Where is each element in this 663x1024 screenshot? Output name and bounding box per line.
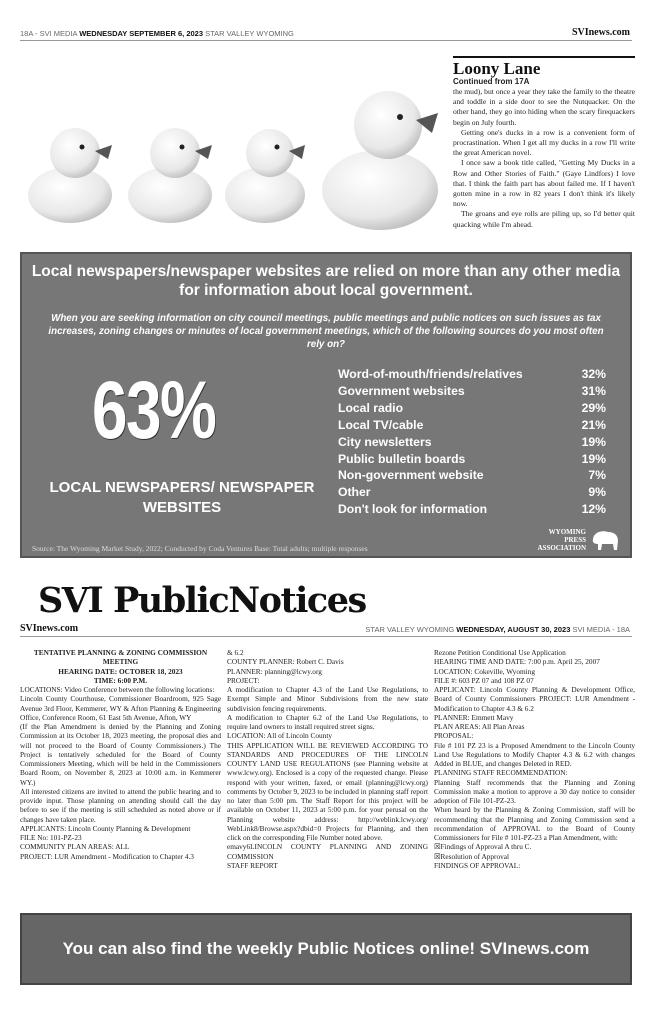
wyoming-press-association-logo: WYOMING PRESS ASSOCIATION (538, 528, 621, 552)
poll-value: 9% (588, 485, 606, 500)
poll-row (338, 451, 606, 468)
notice-paragraph: PLANNING STAFF RECOMMENDATION: (434, 768, 568, 778)
column-title: Loony Lane (453, 59, 541, 78)
duck-icon (322, 91, 438, 230)
poll-label: Local radio (338, 400, 404, 415)
duck-icon (225, 129, 305, 223)
poll-value: 19% (581, 451, 606, 466)
continued-from: Continued from 17A (453, 77, 530, 86)
header-site: SVInews.com (571, 27, 630, 38)
notice-paragraph: LOCATION: Cokeville, Wyoming (434, 666, 535, 676)
notice-column-3 (434, 648, 635, 870)
column-paragraph: the mud), but once a year they take the family to the theatre and toddle in a side door to see the Nutquacker. On the other hand, they go into hiding when the scary firequackers begin on July fourth. (453, 87, 635, 127)
notice-paragraph: (If the Plan Amendment is denied by the Planning and Zoning Commission at its October 18, 2023 meeting, the proposal dies and will not proceed to the Board of County Commissioners.) The Project is tentatively scheduled for the Board of County Commissioners Meeting, which will be held in the Commissioners Board Room, on November 8, 2023 at 10:00 a.m. in Kemmerer WY.) (20, 722, 221, 787)
notice-paragraph: APPLICANTS: Lincoln County Planning & Development (20, 823, 191, 833)
poll-label: City newsletters (338, 434, 432, 449)
notice-paragraph: PROPOSAL: (434, 731, 474, 741)
loony-lane-column (453, 56, 635, 230)
online-notices-banner: You can also find the weekly Public Notices online! SVInews.com (20, 913, 632, 985)
notice-paragraph: A modification to Chapter 6.2 of the Land Use Regulations, to require land owners to install required street signs. (227, 712, 428, 731)
notice-paragraph: PLANNER: Emmett Mavy (434, 712, 514, 722)
column-paragraph: Getting one's ducks in a row is a convenient form of procrastination. When I get all my ducks in a row I'll write the great American novel. (453, 127, 635, 158)
notice-paragraph: & 6.2 (227, 648, 244, 657)
poll-row (338, 484, 606, 501)
poll-value: 21% (581, 417, 606, 432)
header-date: WEDNESDAY SEPTEMBER 6, 2023 (79, 29, 203, 38)
notices-site: SVInews.com (20, 623, 79, 634)
notice-paragraph: Planning Staff recommends that the Planning and Zoning Commission make a motion to approve a 30 day notice to consider adoption of File 101-PZ-23. (434, 777, 635, 805)
poll-label: Government websites (338, 383, 465, 398)
poll-label: Don't look for information (338, 502, 488, 517)
poll-value: 29% (581, 400, 606, 415)
page-header (20, 29, 294, 38)
poll-row (338, 434, 606, 451)
notice-paragraph: THIS APPLICATION WILL BE REVIEWED ACCORDING TO STANDARDS AND PROCEDURES OF THE LINCOLN COUNTY LAND USE REGULATIONS (see Planning website at www.lcwy.org). Enclosed is a copy of the requested change. Please respond with your written, faxed, or email (planning@lcwy.org) comments by October 9, 2023 to be included in planning staff report no later than 5:00 pm. The Staff Report for this project will be available on October 11, 2023 at 5:00 p.m. for your perusal on the Planning website address: http://weblink.lcwy.org/ WebLink8/Browse.aspx?dbid=0 Projects for Planning, and then click on the corresponding File Number noted above. (227, 740, 428, 842)
notice-paragraph: ☒Findings of Approval A thru C. (434, 842, 532, 852)
notice-paragraph: PROJECT: LUR Amendment - Modification to Chapter 4.3 (20, 851, 194, 861)
notice-paragraph: Rezone Petition Conditional Use Application (434, 648, 566, 657)
poll-question: When you are seeking information on city council meetings, public meetings and public notices on such issues as tax increases, zoning changes or minutes of local government meetings, which of the following sources do you most often rely on? (48, 313, 604, 350)
poll-ad (20, 252, 632, 558)
notice-paragraph: PLANNER: planning@lcwy.org (227, 666, 322, 676)
notice-paragraph: APPLICANT: Lincoln County Planning & Development Office, Board of County Commissioners PROJECT: LUR Amendment - Modification to Chapter 4.3 & 6.2 (434, 685, 635, 713)
notice-paragraph: LOCATIONS: Video Conference between the following locations: (20, 685, 215, 694)
notice-paragraph: Lincoln County Courthouse, Commissioner Boardroom, 925 Sage Avenue 3rd Floor, Kemmerer, WY & Afton Planning & Engineering Office, Conference Room, 61 East 5th Avenue, Afton, WY (20, 694, 221, 722)
notice-paragraph: emavy6LINCOLN COUNTY PLANNING AND ZONING COMMISSION (227, 842, 428, 861)
notices-header: STAR VALLEY WYOMING WEDNESDAY, AUGUST 30, 2023 SVI MEDIA - 18A (365, 625, 630, 634)
poll-value: 7% (588, 468, 606, 483)
notice-column-1: TENTATIVE PLANNING & ZONING COMMISSION MEETING HEARING DATE: OCTOBER 18, 2023 TIME: 6:00 P.M. LOCATIONS: Video Conference between the following locations: Lincoln County Courthouse, Commissioner Boardroom, 925 Sage Avenue 3rd Floor, Kemmerer, WY & Afton Planning & Engineering Office, Conference Room, 61 East 5th Avenue, Afton, WY (If the Plan Amendment is denied by the Planning and Zoning Commission at its October 18, 2023 meeting, the proposal dies and will not proceed to the Board of County Commissioners.) The Project is tentatively scheduled for the Board of County Commissioners Meeting, which will be held in the Commissioners Board Room, on November 8, 2023 at 10:00 a.m. in Kemmerer WY.) All interested citizens are invited to attend the public hearing and to provide input. Those planning on attending should call the day before to see if the meeting is still scheduled as noted above or if changes have taken place. APPLICANTS: Lincoln County Planning & Development FILE No: 101-PZ-23 COMMUNITY PLAN AREAS: ALL PROJECT: LUR Amendment - Modification to Chapter 4.3 (20, 648, 221, 861)
rubber-ducks-photo (20, 75, 445, 245)
poll-value: 32% (581, 367, 606, 381)
poll-headline: Local newspapers/newspaper websites are relied on more than any other media for information about local government. (31, 263, 621, 299)
notice-paragraph: ☒Resolution of Approval (434, 851, 510, 861)
notice-paragraph: All interested citizens are invited to attend the public hearing and to provide input. Those planning on attending should call the day before to see if the meeting is still scheduled as noted above or if changes have taken place. (20, 786, 221, 824)
poll-source: Source: The Wyoming Market Study, 2022; Conducted by Coda Ventures Base: Total adults; multiple responses (32, 544, 368, 553)
poll-row (338, 417, 606, 434)
poll-list (338, 366, 606, 518)
notice-column-2 (227, 648, 428, 870)
notice-paragraph: FILE No: 101-PZ-23 (20, 833, 82, 842)
poll-row (338, 400, 606, 417)
notice-paragraph: HEARING TIME AND DATE: 7:00 p.m. April 25, 2007 (434, 657, 600, 667)
header-rule (20, 40, 632, 41)
notice-paragraph: STAFF REPORT (227, 860, 278, 870)
notice-paragraph: File # 101 PZ 23 is a Proposed Amendment to the Lincoln County Land Use Regulations to Modify Chapter 4.3 & 6.2 with changes Added in BLUE, and changes Deleted in RED. (434, 740, 635, 768)
notice-paragraph: When heard by the Planning & Zoning Commission, staff will be recommending that the Planning and Zoning Commission send a recommendation of APPROVAL to the Board of County Commissioners for File # 101-PZ-23 a Plan Amendment, with: (434, 805, 635, 842)
poll-row (338, 366, 606, 383)
poll-big-value: 63% (92, 365, 216, 456)
public-notices-title: SVI PublicNotices (38, 580, 366, 621)
page-number: 18A - SVI MEDIA (20, 29, 78, 38)
column-paragraph: The groans and eye rolls are piling up, so I'd better quit quacking while I'm ahead. (453, 209, 635, 229)
notice-paragraph: FINDINGS OF APPROVAL: (434, 860, 521, 870)
notice-paragraph: PROJECT: (227, 675, 260, 685)
header-place: STAR VALLEY WYOMING (205, 29, 294, 38)
poll-value: 31% (581, 383, 606, 398)
poll-label: Non-government website (338, 468, 484, 483)
notice-paragraph: A modification to Chapter 4.3 of the Land Use Regulations, to Exempt Simple and Minor Subdivisions from the new state subdivision fencing requirements. (227, 685, 428, 713)
poll-label: Public bulletin boards (338, 451, 466, 466)
duck-icon (28, 128, 112, 223)
poll-row (338, 501, 606, 518)
bison-icon (590, 529, 620, 551)
poll-big-caption: LOCAL NEWSPAPERS/ NEWSPAPER WEBSITES (49, 479, 315, 516)
poll-value: 19% (581, 434, 606, 449)
duck-icon (128, 128, 212, 223)
notices-rule (20, 636, 632, 637)
notice-paragraph: COMMUNITY PLAN AREAS: ALL (20, 842, 130, 852)
notice-paragraph: FILE #: 603 PZ 07 and 108 PZ 07 (434, 675, 534, 685)
poll-value: 12% (581, 502, 606, 517)
poll-label: Other (338, 485, 371, 500)
column-paragraph: I once saw a book title called, "Getting My Ducks in a Row and Other Stories of Faith." (Gaye Lindfors) I love that. I think the faith part has about failed me. If I haven't gotten mine in a row in 82 years I don't think it's likely now. (453, 158, 635, 209)
notice-paragraph: LOCATION: All of Lincoln County (227, 731, 332, 741)
poll-label: Word-of-mouth/friends/relatives (338, 367, 523, 381)
poll-row (338, 467, 606, 484)
notice-paragraph: COUNTY PLANNER: Robert C. Davis (227, 657, 344, 667)
poll-label: Local TV/cable (338, 417, 424, 432)
notice-paragraph: PLAN AREAS: All Plan Areas (434, 722, 525, 731)
poll-row (338, 383, 606, 400)
